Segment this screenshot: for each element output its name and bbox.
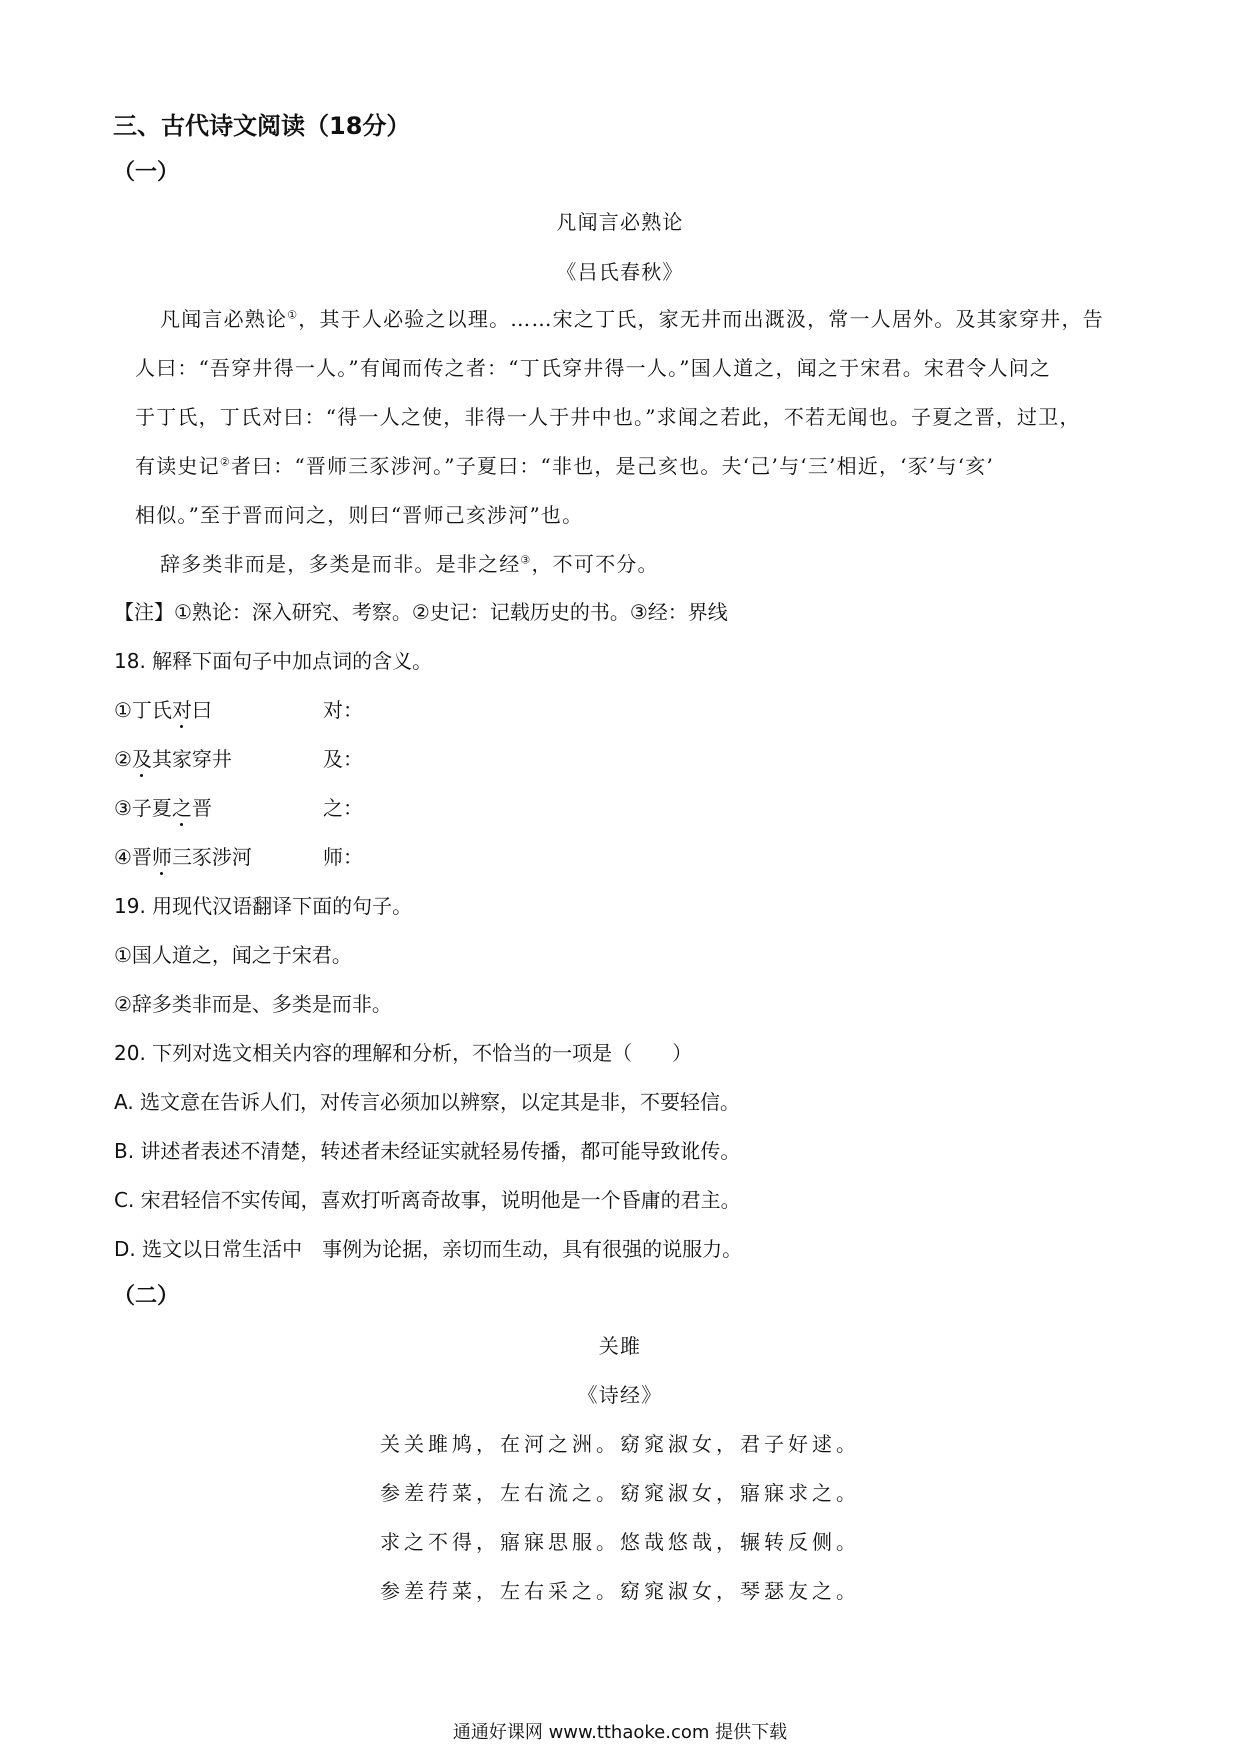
text1-paragraph-2	[160, 548, 1130, 577]
q18-item-4-post: 三豕涉河	[171, 845, 252, 869]
q20-option-a[interactable]: A. 选文意在告诉人们，对传言必须加以辨察，以定其是非，不要轻信。	[114, 1090, 741, 1114]
text1-line-1-b: ，其于人必验之以理。……宋之丁氏，家无井而出溉汲，常一人居外。及其家穿井，告	[298, 307, 1104, 331]
q18-item-2-pre: ②	[114, 747, 132, 771]
q18-item-4-answer[interactable]: 师：	[323, 845, 363, 869]
text1-line-1-a: 凡闻言必熟论	[160, 307, 288, 331]
q18-item-2-post: 其家穿井	[151, 747, 232, 771]
footnote-marker-2: ②	[219, 455, 231, 469]
q18-item-3-answer[interactable]: 之：	[323, 796, 363, 820]
q18-item-2-answer[interactable]: 及：	[323, 747, 363, 771]
text1-line-3: 于丁氏，丁氏对曰：“得一人之使，非得一人于井中也。”求闻之若此，不若无闻也。子夏之晋，过卫，	[135, 405, 1081, 429]
poem-line-1: 关关雎鸠，在河之洲。窈窕淑女，君子好逑。	[380, 1432, 860, 1456]
text2-source: 《诗经》	[577, 1383, 663, 1407]
q19-item-2: ②辞多类非而是、多类是而非。	[114, 992, 392, 1016]
text1-line-4-b: 者曰：“晋师三豕涉河。”子夏曰：“非也，是己亥也。夫‘己’与‘三’相近，‘豕’与‘亥’	[230, 454, 995, 478]
text1-source: 《吕氏春秋》	[556, 260, 684, 284]
q18-item-2-dotted: 及	[131, 747, 152, 771]
part-two-label: （二）	[113, 1284, 180, 1309]
q20-stem: 20. 下列对选文相关内容的理解和分析，不恰当的一项是（ ）	[114, 1041, 693, 1065]
part-one-label: （一）	[113, 160, 180, 185]
q19-stem: 19. 用现代汉语翻译下面的句子。	[114, 894, 413, 918]
text1-note: 【注】①熟论：深入研究、考察。②史记：记载历史的书。③经：界线	[114, 600, 728, 624]
text1-line-4-a: 有读史记	[135, 454, 220, 478]
text1-line-1	[160, 303, 1130, 332]
text1-line-4	[135, 450, 1130, 479]
q18-stem: 18. 解释下面句子中加点词的含义。	[114, 649, 433, 673]
q18-item-3-post: 晋	[191, 796, 212, 820]
footer-credit: 通通好课网 www.tthaoke.com 提供下载	[452, 1722, 788, 1743]
poem-line-2: 参差荇菜，左右流之。窈窕淑女，寤寐求之。	[380, 1481, 860, 1505]
poem-line-3: 求之不得，寤寐思服。悠哉悠哉，辗转反侧。	[380, 1530, 860, 1554]
text1-p2-b: ，不可不分。	[531, 552, 659, 576]
q18-item-1-post: 曰	[191, 698, 212, 722]
section-title: 三、古代诗文阅读（18分）	[113, 112, 411, 140]
q18-item-1-answer[interactable]: 对：	[323, 698, 363, 722]
q18-item-4-dotted: 师	[151, 845, 172, 869]
poem-line-4: 参差荇菜，左右采之。窈窕淑女，琴瑟友之。	[380, 1579, 860, 1603]
q18-item-3-pre: ③子夏	[114, 796, 172, 820]
footnote-marker-1: ①	[287, 308, 299, 322]
q20-option-b[interactable]: B. 讲述者表述不清楚，转述者未经证实就轻易传播，都可能导致讹传。	[114, 1139, 741, 1163]
q20-option-c[interactable]: C. 宋君轻信不实传闻，喜欢打听离奇故事，说明他是一个昏庸的君主。	[114, 1188, 741, 1212]
q18-item-2	[114, 743, 232, 772]
q18-item-3	[114, 792, 212, 821]
q18-item-4-pre: ④晋	[114, 845, 152, 869]
q18-item-4	[114, 841, 252, 870]
text1-title: 凡闻言必熟论	[556, 210, 684, 234]
q18-item-1-pre: ①丁氏	[114, 698, 172, 722]
text1-line-2: 人曰：“吾穿井得一人。”有闻而传之者：“丁氏穿井得一人。”国人道之，闻之于宋君。宋君令人问之	[135, 356, 1052, 380]
q20-option-d[interactable]: D. 选文以日常生活中 事例为论据，亲切而生动，具有很强的说服力。	[114, 1237, 743, 1261]
q18-item-1-dotted: 对	[171, 698, 192, 722]
text1-line-5: 相似。”至于晋而问之，则曰“晋师己亥涉河”也。	[135, 503, 584, 527]
text1-p2-a: 辞多类非而是，多类是而非。是非之经	[160, 552, 521, 576]
footnote-marker-3: ③	[520, 553, 532, 567]
text2-title: 关雎	[598, 1334, 642, 1358]
q18-item-1	[114, 694, 212, 723]
q19-item-1: ①国人道之，闻之于宋君。	[114, 943, 352, 967]
q18-item-3-dotted: 之	[171, 796, 192, 820]
